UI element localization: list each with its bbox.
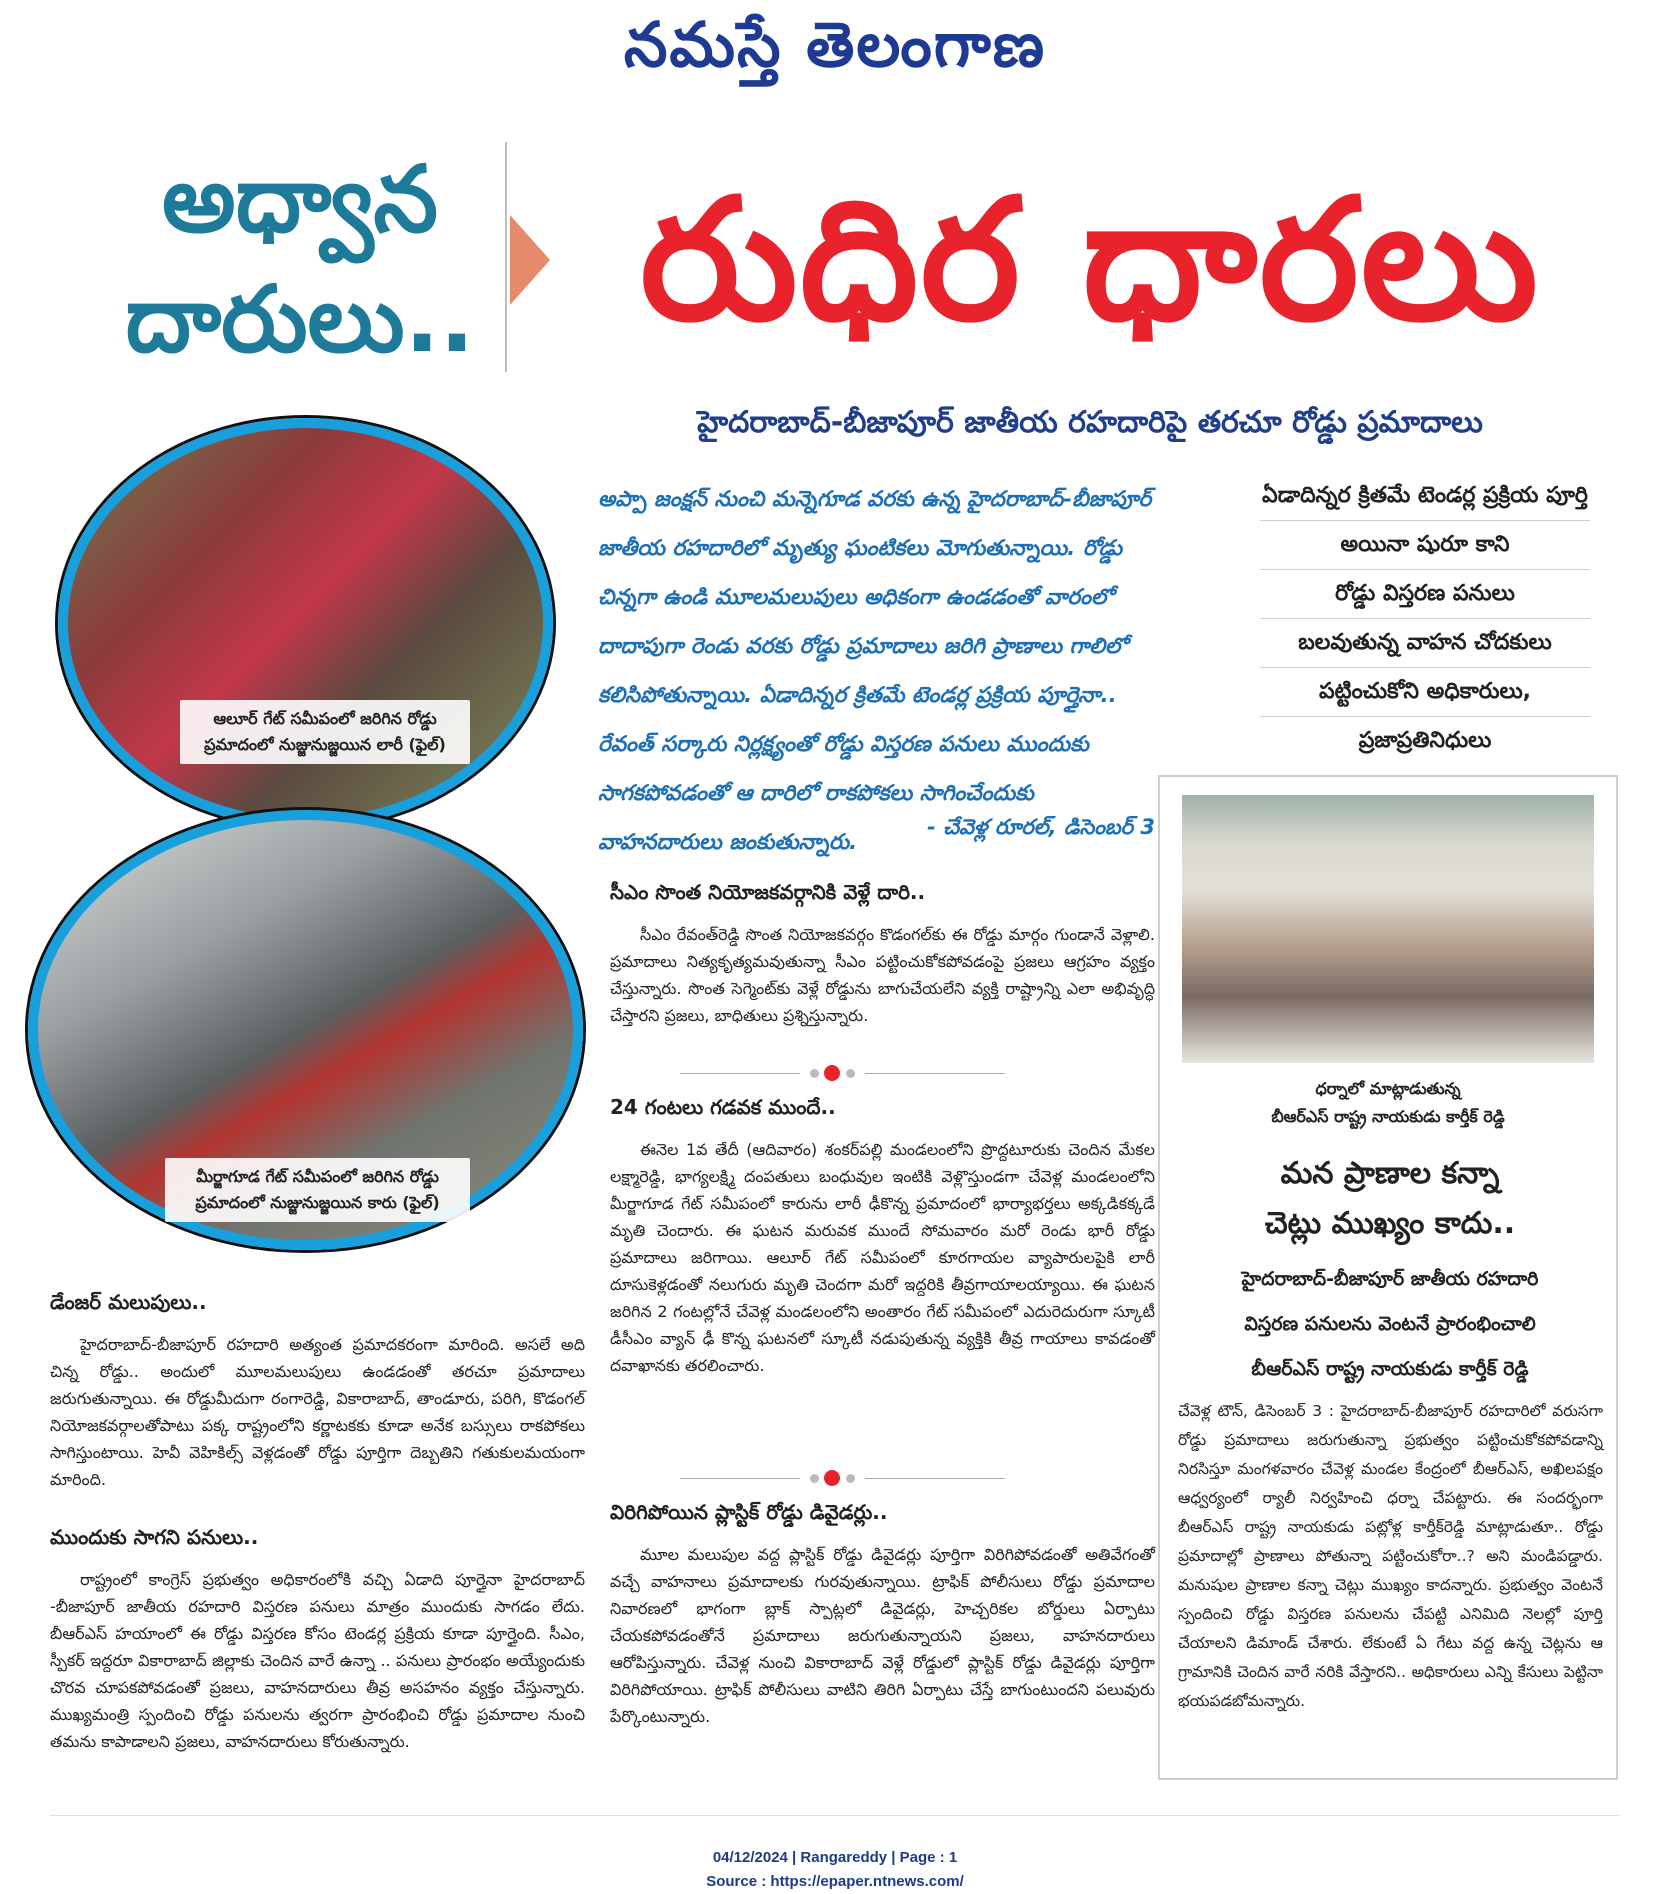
kicker-headline	[90, 140, 510, 380]
sidebar-subhead: హైదరాబాద్-బీజాపూర్ జాతీయ రహదారి	[1241, 1268, 1539, 1290]
separator-ornament	[680, 1065, 1010, 1083]
separator-ornament	[680, 1470, 1010, 1488]
sidebar-headline-line: మన ప్రాణాల కన్నా	[1280, 1156, 1500, 1191]
masthead-logo: నమస్తే తెలంగాణ	[623, 8, 1047, 81]
section-body: రాష్ట్రంలో కాంగ్రెస్ ప్రభుత్వం అధికారంలోకి వచ్చి ఏడాది పూర్తైనా హైదరాబాద్ -బీజాపూర్ జాతీయ రహదారి విస్తరణ పనులు మాత్రం ముందుకు సాగడం లేదు. బీఆర్ఎస్ హయాంలో ఈ రోడ్డు విస్తరణ కోసం టెండర్ల ప్రక్రియ కూడా పూర్తైంది. సీఎం, స్పీకర్ ఇద్దరూ వికారాబాద్ జిల్లాకు చెందిన వారే ఉన్నా .. పనులు ప్రారంభం అయ్యేందుకు చొరవ చూపకపోవడంతో ప్రజలు, వాహనదారులు తీవ్ర అసహనం వ్యక్తం చేస్తున్నారు. ముఖ్యమంత్రి స్పందించి రోడ్డు పనులను త్వరగా ప్రారంభించి రోడ్డు ప్రమాదాల నుంచి తమను కాపాడాలని ప్రజలు, వాహనదారులు కోరుతున్నారు.	[50, 1570, 585, 1751]
section-24-hours	[610, 1095, 1155, 1379]
kicker-line-1: అధ్వాన	[162, 146, 438, 253]
deck-item: రోడ్డు విస్తరణ పనులు	[1260, 570, 1590, 619]
crashed-lorry-photo	[58, 418, 553, 828]
sidebar-headline	[1170, 1149, 1610, 1249]
footer-source-link[interactable]: Source : https://epaper.ntnews.com/	[706, 1873, 964, 1890]
kicker-divider	[505, 142, 507, 372]
sidebar-subhead: విస్తరణ పనులను వెంటనే ప్రారంభించాలి	[1244, 1313, 1536, 1335]
protest-crowd-photo	[1182, 795, 1594, 1063]
deck-item: పట్టించుకోని అధికారులు,	[1260, 668, 1590, 717]
car-photo-caption: మీర్జాగూడ గేట్ సమీపంలో జరిగిన రోడ్డు ప్రమాదంలో నుజ్జునుజ్జయిన కారు (ఫైల్)	[165, 1158, 470, 1222]
section-title: ముందుకు సాగని పనులు..	[50, 1525, 259, 1549]
section-cm-constituency	[610, 880, 1155, 1029]
sidebar-story-box	[1158, 775, 1618, 1780]
sidebar-subhead: బీఆర్ఎస్ రాష్ట్ర నాయకుడు కార్తీక్ రెడ్డి	[1251, 1358, 1529, 1380]
deck-item: ప్రజాప్రతినిధులు	[1358, 728, 1492, 753]
section-stalled-works	[50, 1525, 585, 1755]
section-body: మూల మలుపుల వద్ద ప్లాస్టిక్ రోడ్డు డివైడర్లు పూర్తిగా విరిగిపోవడంతో అతివేగంతో వచ్చే వాహనాలు ప్రమాదాలకు గురవుతున్నాయి. ట్రాఫిక్ పోలీసులు రోడ్డు ప్రమాదాల నివారణలో భాగంగా బ్లాక్ స్పాట్లలో డివైడర్లు, హెచ్చరికల బోర్డులు ఏర్పాటు చేయకపోవడంతోనే ప్రమాదాలు జరుగుతున్నాయని ప్రజలు, వాహనదారులు ఆరోపిస్తున్నారు. చేవెళ్ల నుంచి వికారాబాద్ వెళ్లే రోడ్డులో ప్లాస్టిక్ రోడ్డు డివైడర్లు పూర్తిగా విరిగిపోయాయి. ట్రాఫిక్ పోలీసులు వాటిని తిరిగి ఏర్పాటు చేస్తే బాగుంటుందని పలువురు పేర్కొంటున్నారు.	[610, 1545, 1155, 1726]
section-body: ఈనెల 1వ తేదీ (ఆదివారం) శంకర్‌పల్లి మండలంలోని ప్రొద్దటూరుకు చెందిన మేకల లక్ష్మారెడ్డి, భాగ్యలక్ష్మి దంపతులు బంధువుల ఇంటికి వెళ్లొస్తుండగా చేవెళ్ల మండలంలోని మీర్జాగూడ గేట్ సమీపంలో కారును లారీ ఢీకొన్న ప్రమాదంలో భార్యాభర్తలు అక్కడికక్కడే మృతి చెందారు. ఈ ఘటన మరువక ముందే సోమవారం మరో రెండు భారీ రోడ్డు ప్రమాదాలు జరిగాయి. ఆలూర్ గేట్ సమీపంలో కూరగాయల వ్యాపారులపైకి లారీ దూసుకెళ్లడంతో నలుగురు మృతి చెందగా మరో ఇద్దరికి తీవ్రగాయాలయ్యాయి. ఈ ఘటన జరిగిన 2 గంటల్లోనే చేవెళ్ల మండలంలోని అంతారం గేట్ సమీపంలో ఎదురెదురుగా స్కూటీ డీసీఎం వ్యాన్ ఢీ కొన్న ఘటనలో స్కూటీ నడుపుతున్న వ్యక్తికి తీవ్ర గాయాలు కావడంతో దవాఖానకు తరలించారు.	[610, 1140, 1155, 1375]
sidebar-headline-line: చెట్లు ముఖ్యం కాదు..	[1264, 1206, 1516, 1241]
deck-item: బలవుతున్న వాహన చోదకులు	[1260, 619, 1590, 668]
footer-divider	[50, 1815, 1620, 1816]
protest-photo-caption	[1182, 1075, 1594, 1131]
section-broken-dividers	[610, 1500, 1155, 1730]
section-body: హైదరాబాద్-బీజాపూర్ రహదారి అత్యంత ప్రమాదకరంగా మారింది. అసలే అది చిన్న రోడ్డు.. అందులో మూలమలుపులు ఉండడంతో తరచూ ప్రమాదాలు జరుగుతున్నాయి. ఈ రోడ్డుమీదుగా రంగారెడ్డి, వికారాబాద్, తాండూరు, పరిగి, కొడంగల్ నియోజకవర్గాలతోపాటు పక్క రాష్ట్రంలోని కర్ణాటకకు కూడా అనేక బస్సులు రాకపోకలు సాగిస్తుంటాయి. హెవీ వెహికిల్స్ వెళ్లడంతో రోడ్డు పూర్తిగా దెబ్బతిని గతుకులమయంగా మారింది.	[50, 1335, 585, 1489]
deck-item: ఏడాదిన్నర క్రితమే టెండర్ల ప్రక్రియ పూర్తి	[1260, 472, 1590, 521]
lede-paragraph: అప్పా జంక్షన్ నుంచి మన్నెగూడ వరకు ఉన్న హైదరాబాద్-బీజాపూర్ జాతీయ రహదారిలో మృత్యు ఘంటికలు మోగుతున్నాయి. రోడ్డు చిన్నగా ఉండి మూలమలుపులు అధికంగా ఉండడంతో వారంలో దాదాపుగా రెండు వరకు రోడ్డు ప్రమాదాలు జరిగి ప్రాణాలు గాలిలో కలిసిపోతున్నాయి. ఏడాదిన్నర క్రితమే టెండర్ల ప్రక్రియ పూర్తైనా.. రేవంత్ సర్కారు నిర్లక్ష్యంతో రోడ్డు విస్తరణ పనులు ముందుకు సాగకపోవడంతో ఆ దారిలో రాకపోకలు సాగించేందుకు వాహనదారులు జంకుతున్నారు.	[598, 487, 1152, 855]
byline: - చేవెళ్ల రూరల్, డిసెంబర్ 3	[927, 815, 1155, 839]
section-title: విరిగిపోయిన ప్లాస్టిక్ రోడ్డు డివైడర్లు..	[610, 1500, 888, 1524]
footer-date-edition: 04/12/2024 | Rangareddy | Page : 1	[712, 1849, 958, 1866]
main-headline: రుధిర ధారలు	[639, 162, 1541, 358]
section-title: డేంజర్ మలుపులు..	[50, 1290, 207, 1314]
section-danger-curves	[50, 1290, 585, 1493]
lorry-photo-caption: ఆలూర్ గేట్ సమీపంలో జరిగిన రోడ్డు ప్రమాదంలో నుజ్జునుజ్జయిన లారీ (ఫైల్)	[180, 700, 470, 764]
sidebar-body: చేవెళ్ల టౌన్, డిసెంబర్ 3 : హైదరాబాద్-బీజాపూర్ రహదారిలో వరుసగా రోడ్డు ప్రమాదాలు జరుగుతున్నా ప్రభుత్వం పట్టించుకోకపోవడాన్ని నిరసిస్తూ మంగళవారం చేవెళ్ల మండల కేంద్రంలో బీఆర్ఎస్, అఖిలపక్షం ఆధ్వర్యంలో ర్యాలీ నిర్వహించి ధర్నా చేపట్టారు. ఈ సందర్భంగా బీఆర్ఎస్ రాష్ట్ర నాయకుడు పట్లోళ్ల కార్తీక్‌రెడ్డి మాట్లాడుతూ.. రోడ్డు ప్రమాదాల్లో ప్రాణాలు పోతున్నా పట్టించుకోరా..? అని మండిపడ్డారు. మనుషుల ప్రాణాల కన్నా చెట్లు ముఖ్యం కాదన్నారు. ప్రభుత్వం వెంటనే స్పందించి రోడ్డు విస్తరణ పనులను చేపట్టి ఎనిమిది నెలల్లో పూర్తి చేయాలని డిమాండ్ చేశారు. లేకుంటే ఏ గేటు వద్ద ఉన్న చెట్లను ఆ గ్రామానికి చెందిన వారే నరికి వేస్తారని.. అధికారులు ఎన్ని కేసులు పెట్టినా భయపడబోమన్నారు.	[1178, 1402, 1603, 1710]
sidebar-subheads	[1170, 1257, 1610, 1392]
deck-item: అయినా షురూ కాని	[1260, 521, 1590, 570]
arrow-icon	[510, 215, 550, 305]
page-footer	[0, 1846, 1670, 1894]
section-title: 24 గంటలు గడవక ముందే..	[610, 1095, 836, 1119]
kicker-line-2: దారులు..	[125, 266, 475, 373]
caption-line: ధర్నాలో మాట్లాడుతున్న	[1315, 1079, 1461, 1098]
section-body: సీఎం రేవంత్‌రెడ్డి సొంత నియోజకవర్గం కొడంగల్‌కు ఈ రోడ్డు మార్గం గుండానే వెళ్లాలి. ప్రమాదాలు నిత్యకృత్యమవుతున్నా సీఎం పట్టించుకోకపోవడంపై ప్రజలు ఆగ్రహం వ్యక్తం చేస్తున్నారు. సొంత సెగ్మెంట్‌కు వెళ్లే రోడ్డును బాగుచేయలేని వ్యక్తి రాష్ట్రాన్ని ఎలా అభివృద్ధి చేస్తారని ప్రజలు, బాధితులు ప్రశ్నిస్తున్నారు.	[610, 925, 1155, 1025]
caption-line: బీఆర్ఎస్ రాష్ట్ర నాయకుడు కార్తీక్ రెడ్డి	[1271, 1107, 1505, 1126]
sub-headline: హైదరాబాద్-బీజాపూర్ జాతీయ రహదారిపై తరచూ రోడ్డు ప్రమాదాలు	[697, 405, 1483, 440]
section-title: సీఎం సొంత నియోజకవర్గానికి వెళ్లే దారి..	[610, 880, 926, 904]
deck-highlights	[1230, 472, 1620, 765]
